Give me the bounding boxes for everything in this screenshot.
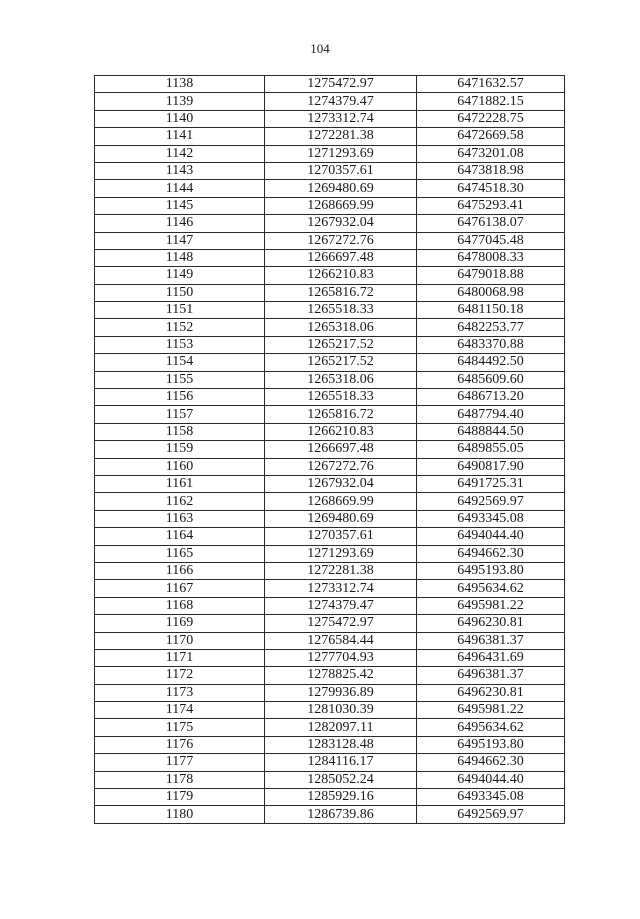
y-coordinate-cell: 6494662.30 bbox=[417, 754, 565, 771]
table-row bbox=[95, 545, 565, 562]
point-number-cell: 1159 bbox=[95, 441, 265, 458]
x-coordinate-cell: 1281030.39 bbox=[265, 702, 417, 719]
table-row bbox=[95, 423, 565, 440]
x-coordinate-cell: 1268669.99 bbox=[265, 197, 417, 214]
y-coordinate-cell: 6486713.20 bbox=[417, 389, 565, 406]
y-coordinate-cell: 6493345.08 bbox=[417, 510, 565, 527]
y-coordinate-cell: 6494662.30 bbox=[417, 545, 565, 562]
table-row bbox=[95, 475, 565, 492]
x-coordinate-cell: 1266210.83 bbox=[265, 267, 417, 284]
table-row bbox=[95, 493, 565, 510]
point-number-cell: 1152 bbox=[95, 319, 265, 336]
point-number-cell: 1145 bbox=[95, 197, 265, 214]
x-coordinate-cell: 1272281.38 bbox=[265, 562, 417, 579]
y-coordinate-cell: 6495193.80 bbox=[417, 736, 565, 753]
table-row bbox=[95, 754, 565, 771]
y-coordinate-cell: 6474518.30 bbox=[417, 180, 565, 197]
y-coordinate-cell: 6494044.40 bbox=[417, 771, 565, 788]
x-coordinate-cell: 1274379.47 bbox=[265, 93, 417, 110]
y-coordinate-cell: 6496381.37 bbox=[417, 632, 565, 649]
x-coordinate-cell: 1266697.48 bbox=[265, 441, 417, 458]
table-row bbox=[95, 562, 565, 579]
x-coordinate-cell: 1279936.89 bbox=[265, 684, 417, 701]
point-number-cell: 1177 bbox=[95, 754, 265, 771]
x-coordinate-cell: 1283128.48 bbox=[265, 736, 417, 753]
x-coordinate-cell: 1286739.86 bbox=[265, 806, 417, 823]
coordinates-table bbox=[94, 75, 565, 824]
point-number-cell: 1173 bbox=[95, 684, 265, 701]
y-coordinate-cell: 6488844.50 bbox=[417, 423, 565, 440]
table-row bbox=[95, 128, 565, 145]
x-coordinate-cell: 1265518.33 bbox=[265, 389, 417, 406]
y-coordinate-cell: 6489855.05 bbox=[417, 441, 565, 458]
table-row bbox=[95, 580, 565, 597]
point-number-cell: 1179 bbox=[95, 789, 265, 806]
x-coordinate-cell: 1269480.69 bbox=[265, 510, 417, 527]
point-number-cell: 1146 bbox=[95, 215, 265, 232]
table-row bbox=[95, 806, 565, 823]
y-coordinate-cell: 6495193.80 bbox=[417, 562, 565, 579]
point-number-cell: 1170 bbox=[95, 632, 265, 649]
point-number-cell: 1163 bbox=[95, 510, 265, 527]
point-number-cell: 1168 bbox=[95, 597, 265, 614]
page-number: 104 bbox=[310, 41, 330, 56]
y-coordinate-cell: 6477045.48 bbox=[417, 232, 565, 249]
y-coordinate-cell: 6484492.50 bbox=[417, 354, 565, 371]
table-row bbox=[95, 649, 565, 666]
table-row bbox=[95, 632, 565, 649]
y-coordinate-cell: 6485609.60 bbox=[417, 371, 565, 388]
point-number-cell: 1139 bbox=[95, 93, 265, 110]
y-coordinate-cell: 6493345.08 bbox=[417, 789, 565, 806]
y-coordinate-cell: 6483370.88 bbox=[417, 336, 565, 353]
x-coordinate-cell: 1265318.06 bbox=[265, 371, 417, 388]
point-number-cell: 1158 bbox=[95, 423, 265, 440]
y-coordinate-cell: 6482253.77 bbox=[417, 319, 565, 336]
table-row bbox=[95, 162, 565, 179]
point-number-cell: 1178 bbox=[95, 771, 265, 788]
table-row bbox=[95, 93, 565, 110]
y-coordinate-cell: 6478008.33 bbox=[417, 249, 565, 266]
x-coordinate-cell: 1265217.52 bbox=[265, 336, 417, 353]
y-coordinate-cell: 6496230.81 bbox=[417, 684, 565, 701]
y-coordinate-cell: 6481150.18 bbox=[417, 302, 565, 319]
y-coordinate-cell: 6472669.58 bbox=[417, 128, 565, 145]
table-row bbox=[95, 771, 565, 788]
x-coordinate-cell: 1270357.61 bbox=[265, 528, 417, 545]
x-coordinate-cell: 1274379.47 bbox=[265, 597, 417, 614]
x-coordinate-cell: 1265816.72 bbox=[265, 406, 417, 423]
point-number-cell: 1150 bbox=[95, 284, 265, 301]
y-coordinate-cell: 6496381.37 bbox=[417, 667, 565, 684]
y-coordinate-cell: 6495981.22 bbox=[417, 702, 565, 719]
table-row bbox=[95, 406, 565, 423]
y-coordinate-cell: 6473818.98 bbox=[417, 162, 565, 179]
point-number-cell: 1174 bbox=[95, 702, 265, 719]
table-row bbox=[95, 145, 565, 162]
point-number-cell: 1156 bbox=[95, 389, 265, 406]
x-coordinate-cell: 1275472.97 bbox=[265, 615, 417, 632]
x-coordinate-cell: 1271293.69 bbox=[265, 545, 417, 562]
table-row bbox=[95, 597, 565, 614]
y-coordinate-cell: 6476138.07 bbox=[417, 215, 565, 232]
x-coordinate-cell: 1271293.69 bbox=[265, 145, 417, 162]
table-row bbox=[95, 510, 565, 527]
x-coordinate-cell: 1276584.44 bbox=[265, 632, 417, 649]
point-number-cell: 1171 bbox=[95, 649, 265, 666]
x-coordinate-cell: 1277704.93 bbox=[265, 649, 417, 666]
x-coordinate-cell: 1268669.99 bbox=[265, 493, 417, 510]
point-number-cell: 1153 bbox=[95, 336, 265, 353]
table-row bbox=[95, 702, 565, 719]
table-row bbox=[95, 736, 565, 753]
x-coordinate-cell: 1265217.52 bbox=[265, 354, 417, 371]
table-row bbox=[95, 284, 565, 301]
table-row bbox=[95, 232, 565, 249]
point-number-cell: 1144 bbox=[95, 180, 265, 197]
point-number-cell: 1165 bbox=[95, 545, 265, 562]
point-number-cell: 1167 bbox=[95, 580, 265, 597]
point-number-cell: 1160 bbox=[95, 458, 265, 475]
point-number-cell: 1169 bbox=[95, 615, 265, 632]
y-coordinate-cell: 6471882.15 bbox=[417, 93, 565, 110]
table-row bbox=[95, 76, 565, 93]
point-number-cell: 1164 bbox=[95, 528, 265, 545]
table-row bbox=[95, 354, 565, 371]
x-coordinate-cell: 1275472.97 bbox=[265, 76, 417, 93]
table-row bbox=[95, 302, 565, 319]
y-coordinate-cell: 6480068.98 bbox=[417, 284, 565, 301]
point-number-cell: 1154 bbox=[95, 354, 265, 371]
point-number-cell: 1161 bbox=[95, 475, 265, 492]
point-number-cell: 1143 bbox=[95, 162, 265, 179]
y-coordinate-cell: 6495634.62 bbox=[417, 719, 565, 736]
table-row bbox=[95, 215, 565, 232]
point-number-cell: 1142 bbox=[95, 145, 265, 162]
table-row bbox=[95, 389, 565, 406]
x-coordinate-cell: 1266210.83 bbox=[265, 423, 417, 440]
table-row bbox=[95, 528, 565, 545]
table-row bbox=[95, 336, 565, 353]
x-coordinate-cell: 1273312.74 bbox=[265, 110, 417, 127]
x-coordinate-cell: 1285052.24 bbox=[265, 771, 417, 788]
x-coordinate-cell: 1267932.04 bbox=[265, 215, 417, 232]
x-coordinate-cell: 1278825.42 bbox=[265, 667, 417, 684]
x-coordinate-cell: 1282097.11 bbox=[265, 719, 417, 736]
x-coordinate-cell: 1266697.48 bbox=[265, 249, 417, 266]
y-coordinate-cell: 6479018.88 bbox=[417, 267, 565, 284]
table-row bbox=[95, 458, 565, 475]
table-row bbox=[95, 249, 565, 266]
y-coordinate-cell: 6496230.81 bbox=[417, 615, 565, 632]
point-number-cell: 1138 bbox=[95, 76, 265, 93]
point-number-cell: 1147 bbox=[95, 232, 265, 249]
x-coordinate-cell: 1265518.33 bbox=[265, 302, 417, 319]
x-coordinate-cell: 1267272.76 bbox=[265, 232, 417, 249]
table-row bbox=[95, 371, 565, 388]
table-row bbox=[95, 667, 565, 684]
table-row bbox=[95, 110, 565, 127]
x-coordinate-cell: 1267932.04 bbox=[265, 475, 417, 492]
table-row bbox=[95, 789, 565, 806]
point-number-cell: 1140 bbox=[95, 110, 265, 127]
point-number-cell: 1148 bbox=[95, 249, 265, 266]
table-row bbox=[95, 319, 565, 336]
x-coordinate-cell: 1285929.16 bbox=[265, 789, 417, 806]
x-coordinate-cell: 1265318.06 bbox=[265, 319, 417, 336]
table-row bbox=[95, 684, 565, 701]
point-number-cell: 1162 bbox=[95, 493, 265, 510]
y-coordinate-cell: 6492569.97 bbox=[417, 493, 565, 510]
y-coordinate-cell: 6475293.41 bbox=[417, 197, 565, 214]
y-coordinate-cell: 6494044.40 bbox=[417, 528, 565, 545]
y-coordinate-cell: 6471632.57 bbox=[417, 76, 565, 93]
y-coordinate-cell: 6487794.40 bbox=[417, 406, 565, 423]
point-number-cell: 1175 bbox=[95, 719, 265, 736]
y-coordinate-cell: 6492569.97 bbox=[417, 806, 565, 823]
point-number-cell: 1180 bbox=[95, 806, 265, 823]
x-coordinate-cell: 1270357.61 bbox=[265, 162, 417, 179]
point-number-cell: 1172 bbox=[95, 667, 265, 684]
x-coordinate-cell: 1272281.38 bbox=[265, 128, 417, 145]
y-coordinate-cell: 6490817.90 bbox=[417, 458, 565, 475]
point-number-cell: 1155 bbox=[95, 371, 265, 388]
x-coordinate-cell: 1269480.69 bbox=[265, 180, 417, 197]
y-coordinate-cell: 6472228.75 bbox=[417, 110, 565, 127]
y-coordinate-cell: 6473201.08 bbox=[417, 145, 565, 162]
point-number-cell: 1157 bbox=[95, 406, 265, 423]
table-row bbox=[95, 197, 565, 214]
table-row bbox=[95, 180, 565, 197]
y-coordinate-cell: 6495981.22 bbox=[417, 597, 565, 614]
x-coordinate-cell: 1284116.17 bbox=[265, 754, 417, 771]
table-row bbox=[95, 615, 565, 632]
y-coordinate-cell: 6491725.31 bbox=[417, 475, 565, 492]
coordinates-table-body bbox=[95, 76, 565, 824]
x-coordinate-cell: 1265816.72 bbox=[265, 284, 417, 301]
table-row bbox=[95, 719, 565, 736]
point-number-cell: 1149 bbox=[95, 267, 265, 284]
point-number-cell: 1151 bbox=[95, 302, 265, 319]
point-number-cell: 1141 bbox=[95, 128, 265, 145]
x-coordinate-cell: 1267272.76 bbox=[265, 458, 417, 475]
point-number-cell: 1166 bbox=[95, 562, 265, 579]
table-row bbox=[95, 267, 565, 284]
point-number-cell: 1176 bbox=[95, 736, 265, 753]
table-row bbox=[95, 441, 565, 458]
x-coordinate-cell: 1273312.74 bbox=[265, 580, 417, 597]
y-coordinate-cell: 6495634.62 bbox=[417, 580, 565, 597]
y-coordinate-cell: 6496431.69 bbox=[417, 649, 565, 666]
